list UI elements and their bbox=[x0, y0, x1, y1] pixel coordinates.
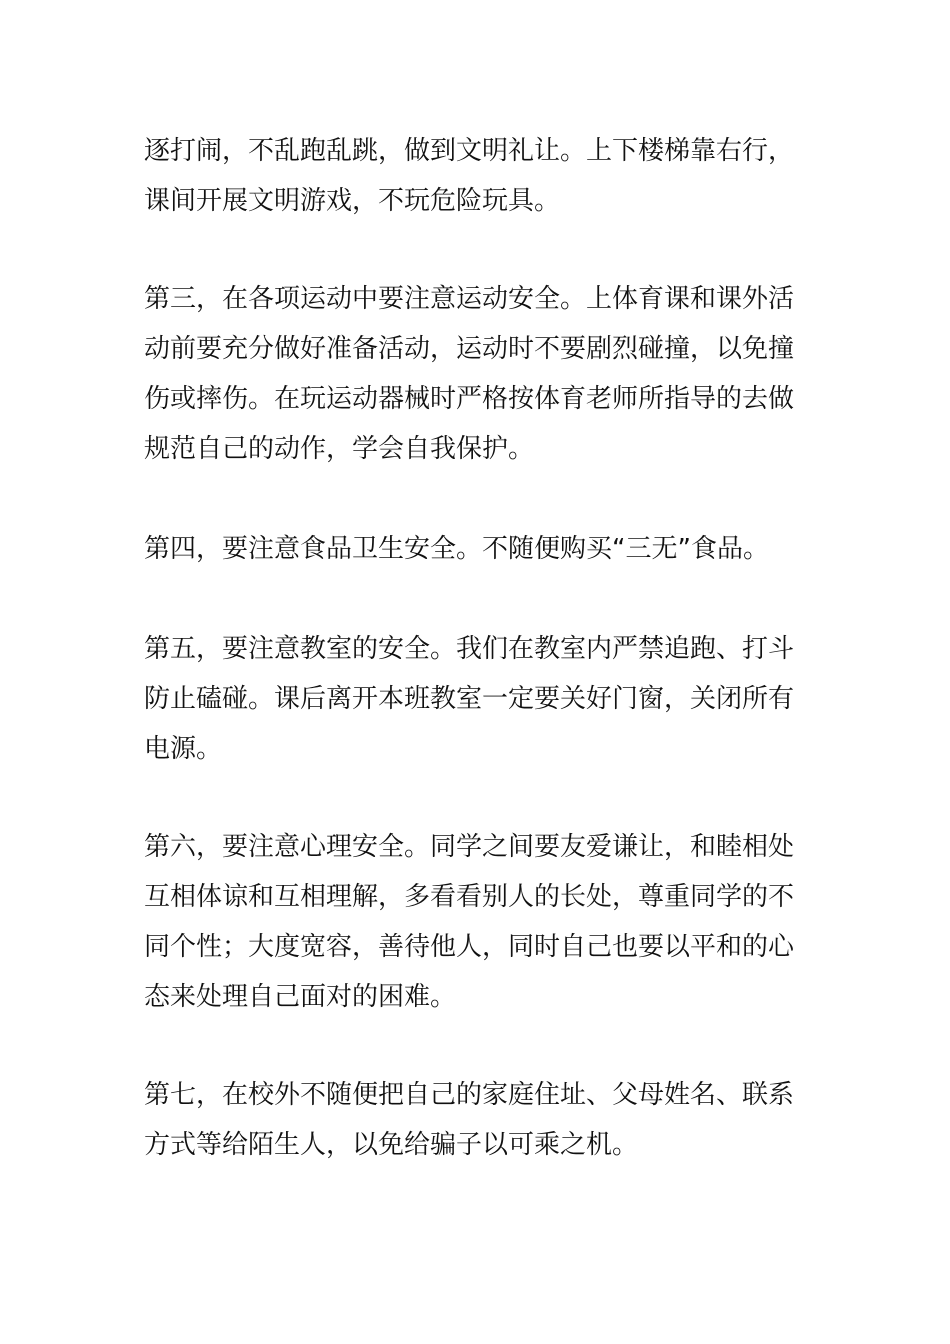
paragraph-line: 动前要充分做好准备活动，运动时不要剧烈碰撞，以免撞 bbox=[144, 334, 795, 364]
paragraph-line: 第五，要注意教室的安全。我们在教室内严禁追跑、打斗 bbox=[144, 634, 795, 664]
paragraph-line: 态来处理自己面对的困难。 bbox=[144, 982, 457, 1012]
paragraph-line: 伤或摔伤。在玩运动器械时严格按体育老师所指导的去做 bbox=[144, 384, 795, 414]
paragraph-line: 互相体谅和互相理解，多看看别人的长处，尊重同学的不 bbox=[144, 882, 795, 912]
paragraph-line: 规范自己的动作，学会自我保护。 bbox=[144, 434, 535, 464]
paragraph-line: 第三，在各项运动中要注意运动安全。上体育课和课外活 bbox=[144, 284, 795, 314]
paragraph-line: 第四，要注意食品卫生安全。不随便购买“三无”食品。 bbox=[144, 534, 769, 564]
paragraph-4 bbox=[144, 624, 794, 774]
paragraph-1 bbox=[144, 126, 794, 226]
paragraph-5 bbox=[144, 822, 794, 1022]
paragraph-6 bbox=[144, 1070, 794, 1170]
paragraph-line: 课间开展文明游戏，不玩危险玩具。 bbox=[144, 186, 561, 216]
paragraph-2 bbox=[144, 274, 794, 474]
paragraph-line: 电源。 bbox=[144, 734, 223, 764]
paragraph-3 bbox=[144, 524, 769, 574]
paragraph-line: 方式等给陌生人，以免给骗子以可乘之机。 bbox=[144, 1130, 639, 1160]
paragraph-line: 逐打闹，不乱跑乱跳，做到文明礼让。上下楼梯靠右行， bbox=[144, 136, 795, 166]
paragraph-line: 防止磕碰。课后离开本班教室一定要关好门窗，关闭所有 bbox=[144, 684, 795, 714]
paragraph-line: 第六，要注意心理安全。同学之间要友爱谦让，和睦相处 bbox=[144, 832, 795, 862]
paragraph-line: 同个性；大度宽容，善待他人，同时自己也要以平和的心 bbox=[144, 932, 795, 962]
paragraph-line: 第七，在校外不随便把自己的家庭住址、父母姓名、联系 bbox=[144, 1080, 795, 1110]
